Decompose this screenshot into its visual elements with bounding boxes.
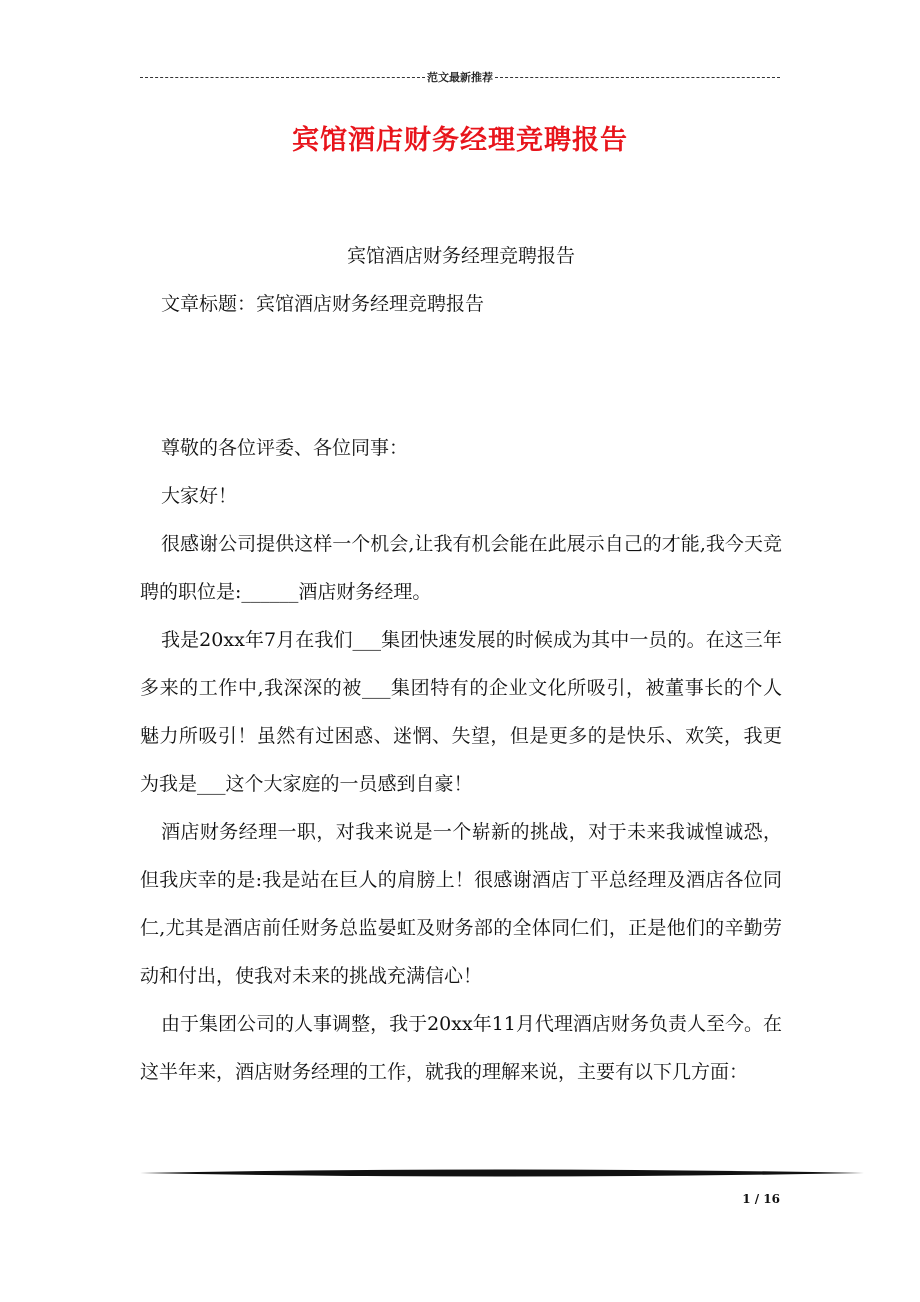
page-header: [140, 68, 780, 86]
article-title-line: 文章标题：宾馆酒店财务经理竞聘报告: [161, 293, 485, 315]
paragraph-opening: 很感谢公司提供这样一个机会,让我有机会能在此展示自己的才能,我今天竞聘的职位是:______酒店财务经理。: [140, 533, 782, 603]
header-dash-right: [495, 77, 780, 78]
page-number: 1 / 16: [742, 1192, 780, 1206]
document-body: [140, 232, 782, 1096]
paragraph-salutation: 尊敬的各位评委、各位同事：: [161, 437, 409, 459]
paragraph-greeting: 大家好！: [161, 485, 238, 507]
blank-space: [140, 328, 782, 424]
footer-rule: [140, 1166, 864, 1180]
header-label: 范文最新推荐: [427, 71, 493, 84]
header-dash-left: [140, 77, 425, 78]
paragraph-challenge: 酒店财务经理一职，对我来说是一个崭新的挑战，对于未来我诚惶诚恐，但我庆幸的是:我是站在巨人的肩膀上！很感谢酒店丁平总经理及酒店各位同仁,尤其是酒店前任财务总监晏虹及财务部的全体同仁们，正是他们的辛勤劳动和付出，使我对未来的挑战充满信心！: [140, 821, 782, 987]
document-subtitle: 宾馆酒店财务经理竞聘报告: [346, 245, 575, 267]
paragraph-background: 我是20xx年7月在我们___集团快速发展的时候成为其中一员的。在这三年多来的工作中,我深深的被___集团特有的企业文化所吸引，被董事长的个人魅力所吸引！虽然有过困惑、迷惘、失望，但是更多的是快乐、欢笑，我更为我是___这个大家庭的一员感到自豪！: [140, 629, 782, 795]
paragraph-duties-intro: 由于集团公司的人事调整，我于20xx年11月代理酒店财务负责人至今。在这半年来，酒店财务经理的工作，就我的理解来说，主要有以下几方面：: [140, 1013, 782, 1083]
document-title: 宾馆酒店财务经理竞聘报告: [292, 125, 628, 156]
